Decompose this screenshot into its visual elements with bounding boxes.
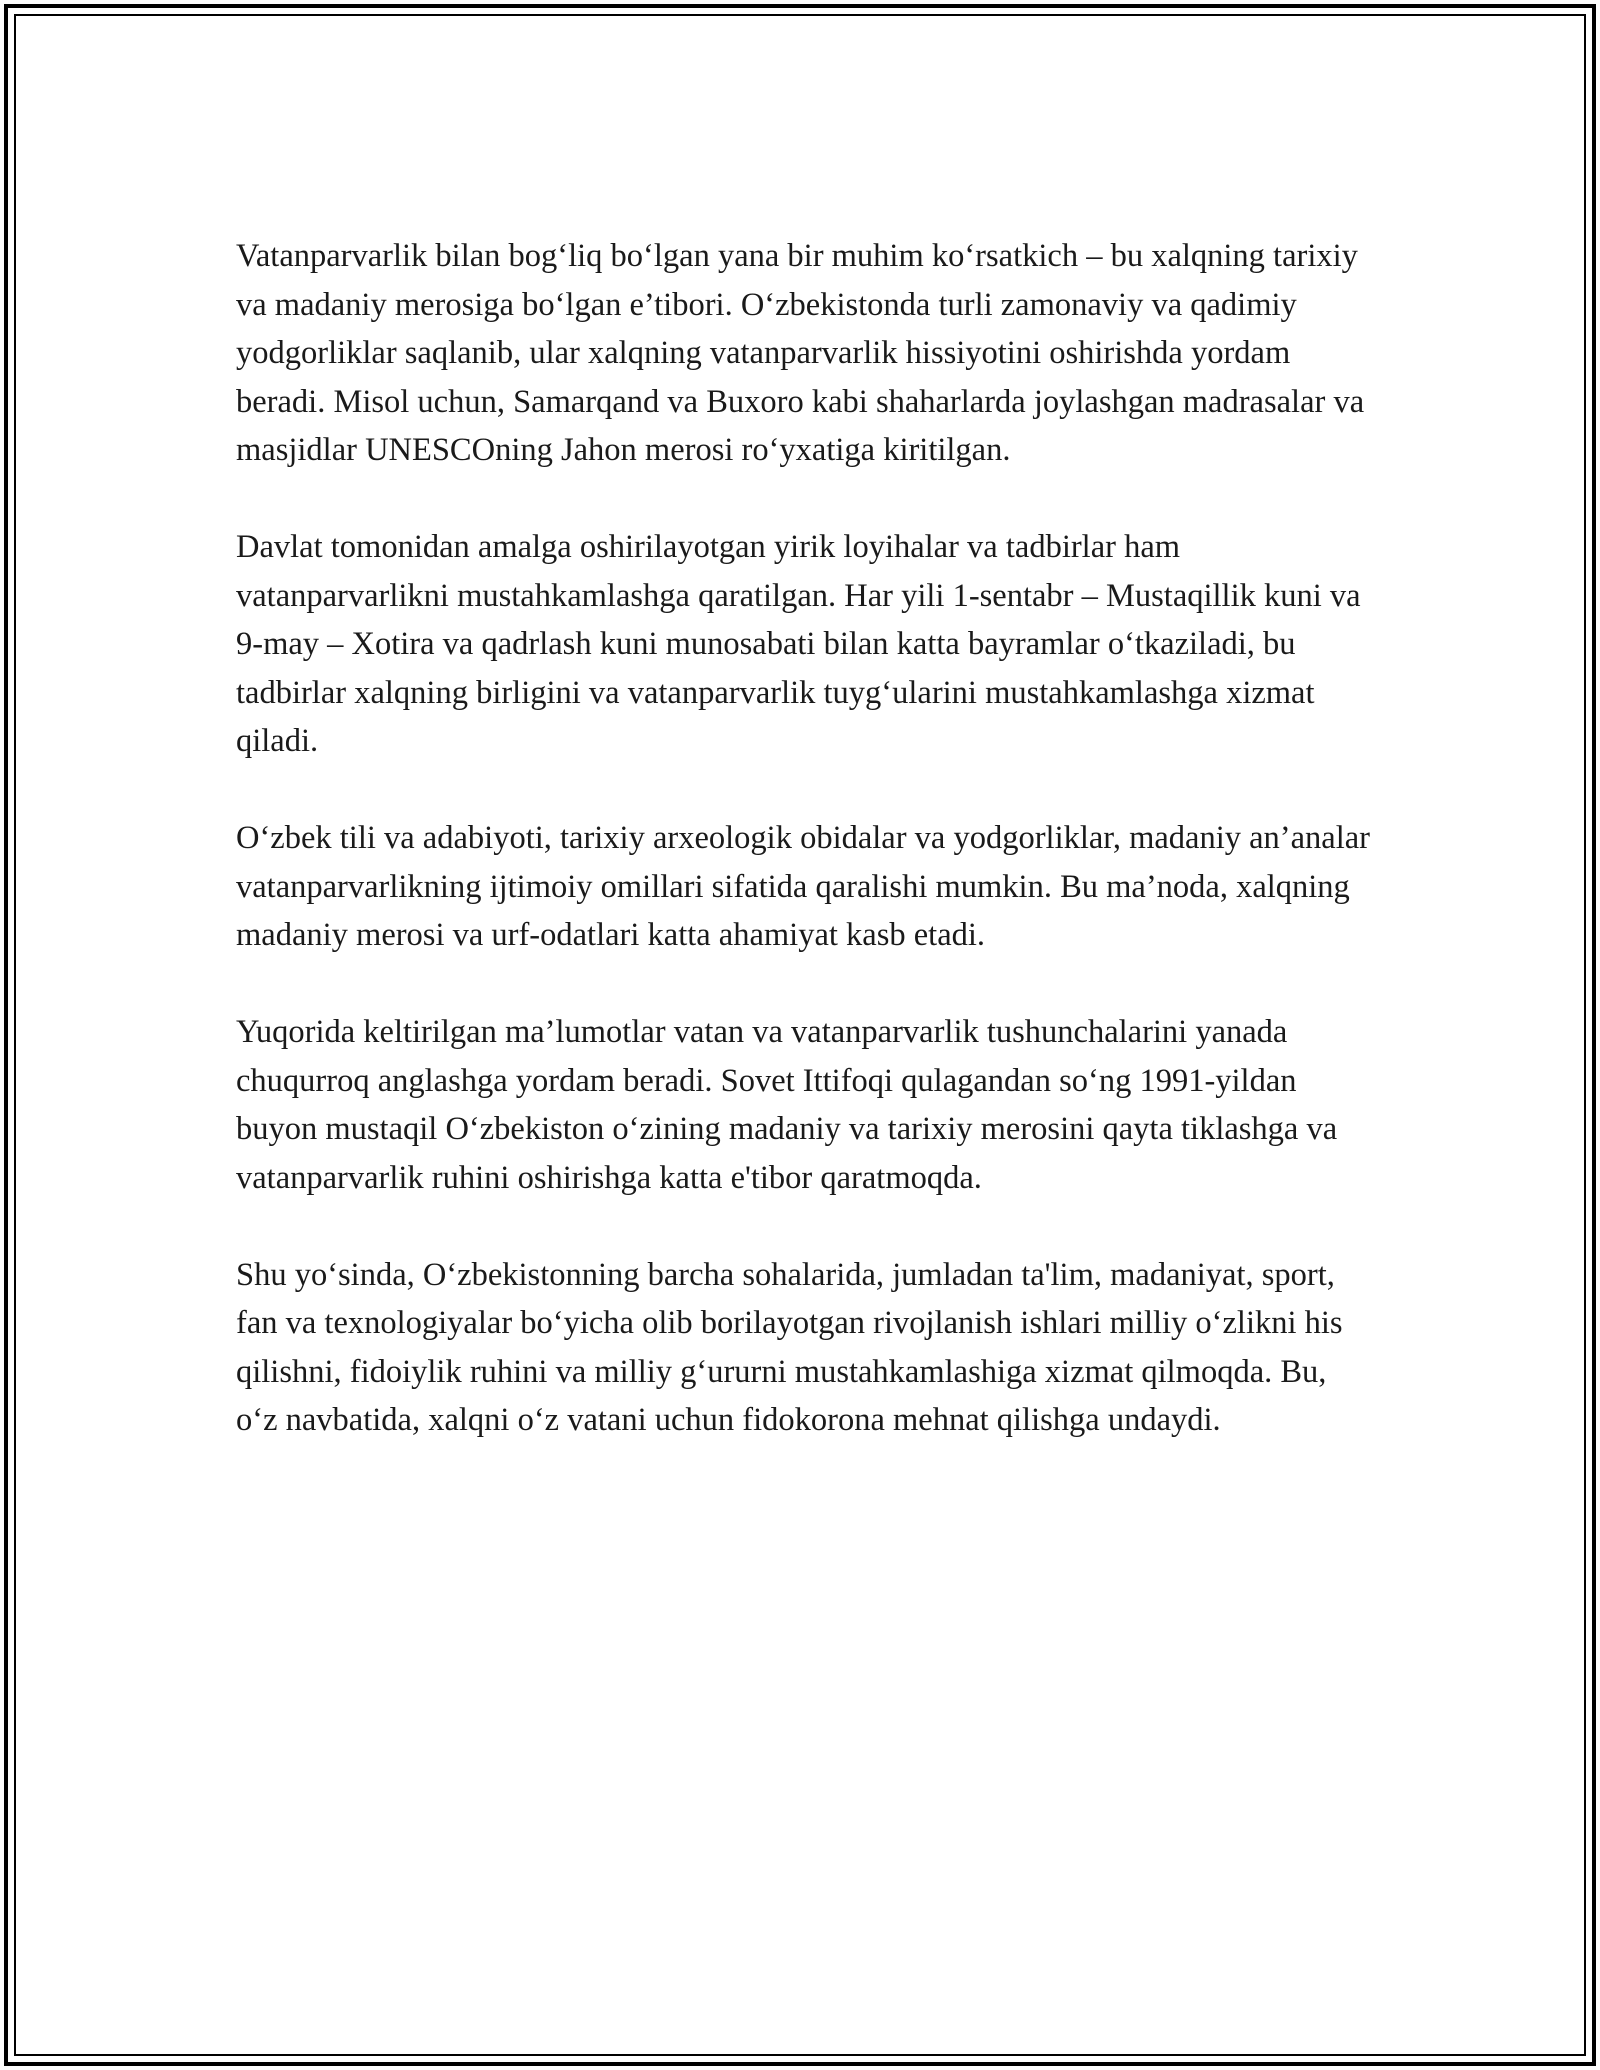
paragraph-1: Vatanparvarlik bilan bog‘liq bo‘lgan yana bir muhim ko‘rsatkich – bu xalqning tarixiy va madaniy merosiga bo‘lgan e’tibori. O‘zbekistonda turli zamonaviy va qadimiy yodgorliklar saqlanib, ular xalqning vatanparvarlik hissiyotini oshirishda yordam beradi. Misol uchun, Samarqand va Buxoro kabi shaharlarda joylashgan madrasalar va masjidlar UNESCOning Jahon merosi ro‘yxatiga kiritilgan. — [236, 238, 1365, 468]
paragraph-2: Davlat tomonidan amalga oshirilayotgan yirik loyihalar va tadbirlar ham vatanparvarlikni mustahkamlashga qaratilgan. Har yili 1-sentabr – Mustaqillik kuni va 9-may – Xotira va qadrlash kuni munosabati bilan katta bayramlar o‘tkaziladi, bu tadbirlar xalqning birligini va vatanparvarlik tuyg‘ularini mustahkamlashga xizmat qiladi. — [236, 529, 1361, 759]
paragraph-4: Yuqorida keltirilgan ma’lumotlar vatan va vatanparvarlik tushunchalarini yanada chuqurroq anglashga yordam beradi. Sovet Ittifoqi qulagandan so‘ng 1991-yildan buyon mustaqil O‘zbekiston o‘zining madaniy va tarixiy merosini qayta tiklashga va vatanparvarlik ruhini oshirishga katta e'tibor qaratmoqda. — [236, 1014, 1338, 1196]
document-body — [236, 232, 1376, 1493]
paragraph-5: Shu yo‘sinda, O‘zbekistonning barcha sohalarida, jumladan ta'lim, madaniyat, sport, fan va texnologiyalar bo‘yicha olib borilayotgan rivojlanish ishlari milliy o‘zlikni his qilishni, fidoiylik ruhini va milliy g‘ururni mustahkamlashiga xizmat qilmoqda. Bu, o‘z navbatida, xalqni o‘z vatani uchun fidokorona mehnat qilishga undaydi. — [236, 1256, 1343, 1438]
paragraph-3: O‘zbek tili va adabiyoti, tarixiy arxeologik obidalar va yodgorliklar, madaniy an’analar vatanparvarlikning ijtimoiy omillari sifatida qaralishi mumkin. Bu ma’noda, xalqning madaniy merosi va urf-odatlari katta ahamiyat kasb etadi. — [236, 820, 1370, 953]
